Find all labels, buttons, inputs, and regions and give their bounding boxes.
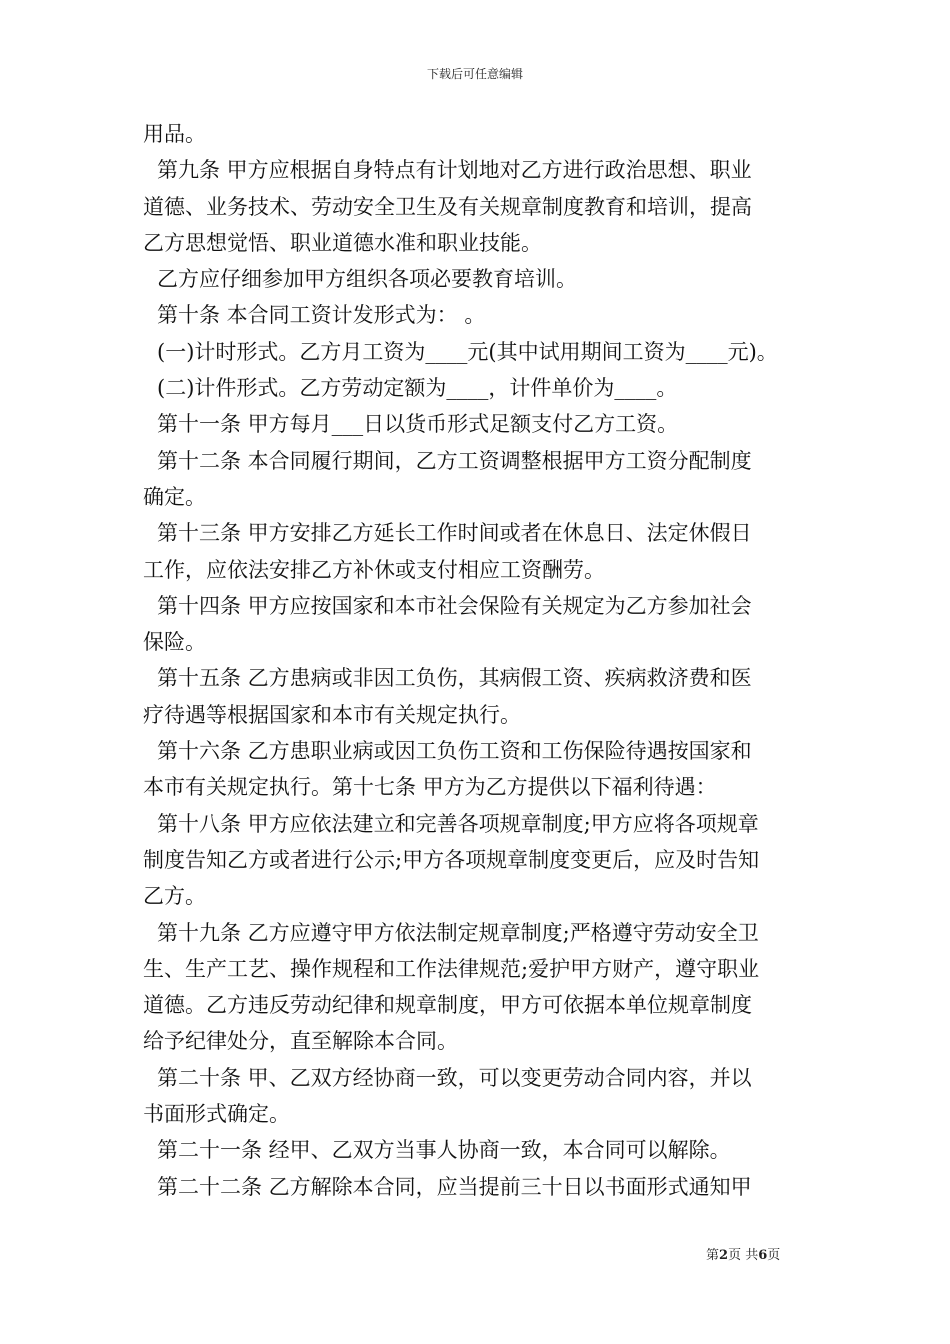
page-number-prefix: 第 [706,1248,720,1263]
page-number [706,1248,780,1264]
page-number-suffix: 页 [767,1248,781,1263]
text-line: 第十四条 甲方应按国家和本市社会保险有关规定为乙方参加社会 [157,593,752,618]
text-line: (一)计时形式。乙方月工资为____元(其中试用期间工资为____元)。 [157,339,778,364]
document-body [143,116,823,1205]
text-line: 疗待遇等根据国家和本市有关规定执行。 [143,702,521,727]
text-line: 乙方应仔细参加甲方组织各项必要教育培训。 [157,267,577,292]
text-line: 生、生产工艺、操作规程和工作法律规范;爱护甲方财产，遵守职业 [143,956,760,981]
text-line: 第十六条 乙方患职业病或因工负伤工资和工伤保险待遇按国家和 [157,739,752,764]
text-line: 制度告知乙方或者进行公示;甲方各项规章制度变更后，应及时告知 [143,847,760,872]
text-line: 工作，应依法安排乙方补休或支付相应工资酬劳。 [143,557,605,582]
text-line: 乙方。 [143,884,206,909]
text-line: 第十一条 甲方每月___日以货币形式足额支付乙方工资。 [157,412,679,437]
text-line: 第九条 甲方应根据自身特点有计划地对乙方进行政治思想、职业 [157,158,752,183]
text-line: 用品。 [143,122,206,146]
total-pages: 6 [758,1248,768,1263]
page-number-middle: 页 共 [728,1248,759,1263]
text-line: 本市有关规定执行。第十七条 甲方为乙方提供以下福利待遇： [143,775,717,800]
text-line: (二)计件形式。乙方劳动定额为____，计件单价为____。 [157,376,678,401]
text-line: 第十条 本合同工资计发形式为： 。 [157,303,486,328]
text-line: 第十五条 乙方患病或非因工负伤，其病假工资、疾病救济费和医 [157,666,752,691]
text-line: 确定。 [143,484,206,509]
text-line: 保险。 [143,630,206,655]
text-line: 书面形式确定。 [143,1102,290,1127]
text-line: 第二十一条 经甲、乙双方当事人协商一致，本合同可以解除。 [157,1138,731,1163]
text-line: 给予纪律处分，直至解除本合同。 [143,1029,458,1054]
current-page: 2 [719,1248,729,1263]
text-line: 道德。乙方违反劳动纪律和规章制度，甲方可依据本单位规章制度 [143,993,752,1018]
text-line: 道德、业务技术、劳动安全卫生及有关规章制度教育和培训，提高 [143,194,752,219]
page-header: 下载后可任意编辑 [426,67,523,81]
text-line: 第十八条 甲方应依法建立和完善各项规章制度;甲方应将各项规章 [157,811,759,836]
text-line: 第二十二条 乙方解除本合同，应当提前三十日以书面形式通知甲 [157,1174,752,1199]
text-line: 第二十条 甲、乙双方经协商一致，可以变更劳动合同内容，并以 [157,1065,752,1090]
text-line: 第十二条 本合同履行期间，乙方工资调整根据甲方工资分配制度 [157,448,752,473]
text-line: 第十三条 甲方安排乙方延长工作时间或者在休息日、法定休假日 [157,521,752,546]
text-line: 第十九条 乙方应遵守甲方依法制定规章制度;严格遵守劳动安全卫 [157,920,759,945]
text-line: 乙方思想觉悟、职业道德水准和职业技能。 [143,230,542,255]
